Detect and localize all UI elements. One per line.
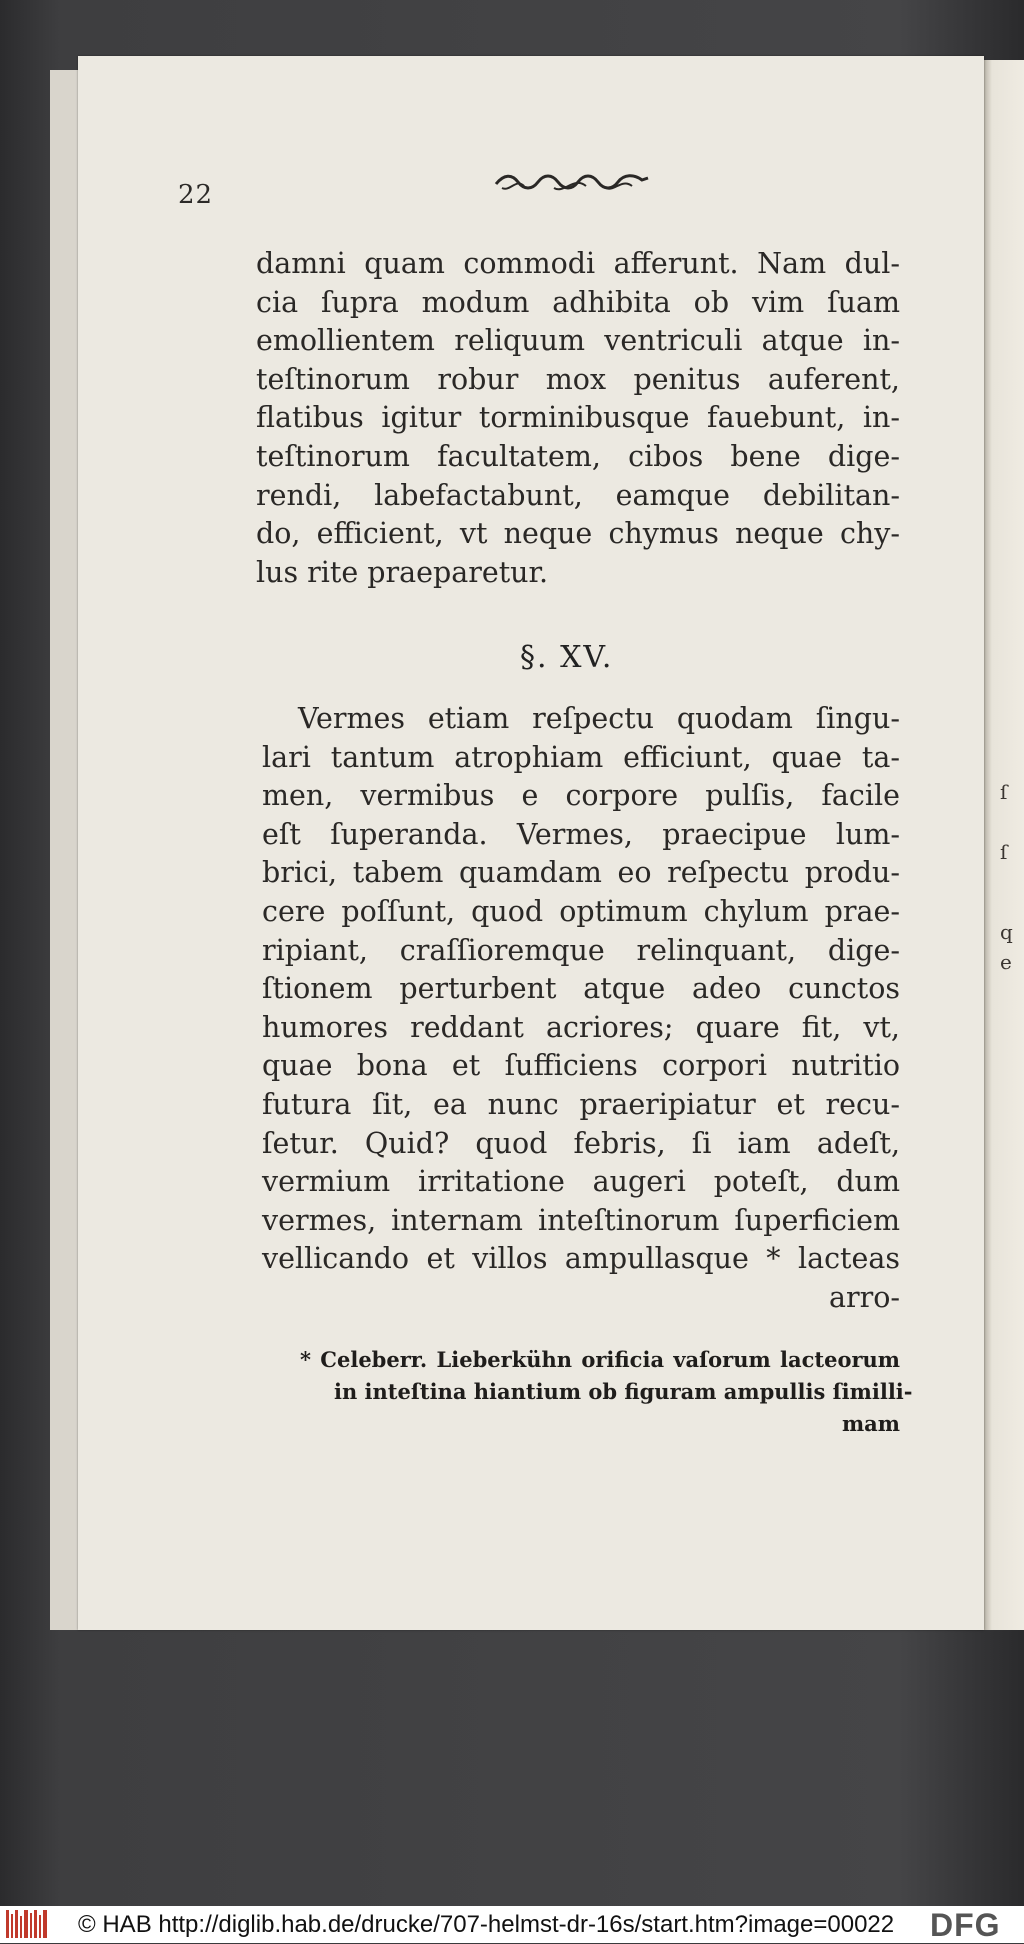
text-line: cere poſſunt, quod optimum chylum prae- [262,894,900,928]
text-line: flatibus igitur torminibusque fauebunt, in- [256,401,900,435]
text-line: teſtinorum facultatem, cibos bene dige- [256,439,900,473]
text-line: lari tantum atrophiam efficiunt, quae ta- [262,740,900,774]
adjacent-page-fragment: ſ [1000,780,1008,804]
text-line: men, vermibus e corpore pulſis, facile [262,779,900,813]
text-line: ripiant, craſſioremque relinquant, dige- [262,933,900,967]
adjacent-page-fragment: q [1000,920,1013,944]
text-line: humores reddant acriores; quare fit, vt, [262,1010,900,1044]
text-line: ſetur. Quid? quod febris, ſi iam adeſt, [262,1126,900,1160]
text-line: vermium irritatione augeri poteſt, dum [262,1165,900,1199]
footnote-line: * Celeberr. Lieberkühn orificia vaſorum lacteorum [300,1347,900,1372]
text-line: rendi, labefactabunt, eamque debilitan- [256,478,900,512]
text-line: teſtinorum robur mox penitus auferent, [256,362,900,396]
text-line: eſt ſuperanda. Vermes, praecipue lum- [262,817,900,851]
section-heading: §. XV. [520,640,614,675]
footer-bar [0,1906,1024,1943]
barcode-icon [6,1910,48,1938]
catchword: arro- [828,1280,900,1314]
adjacent-page-fragment: e [1000,950,1012,974]
printers-ornament [494,172,650,194]
text-line: quae bona et ſufficiens corpori nutritio [262,1049,900,1083]
text-line: do, efficient, vt neque chymus neque chy- [256,517,900,551]
footnote [300,1344,913,1440]
adjacent-page-edge [984,60,1024,1630]
text-line: vellicando et villos ampullasque * lacteas [262,1242,900,1276]
body-text-top [256,245,900,592]
text-line: ſtionem perturbent atque adeo cunctos [262,972,900,1006]
text-line: futura ſit, ea nunc praeripiatur et recu- [262,1087,900,1121]
text-line: lus rite praeparetur. [256,555,549,589]
text-line: vermes, internam inteſtinorum ſuperficiem [262,1203,900,1237]
adjacent-page-fragment: ſ [1000,840,1008,864]
body-text-section [262,700,900,1318]
text-line: damni quam commodi afferunt. Nam dul- [256,247,900,280]
text-line: Vermes etiam reſpectu quodam ſingu- [298,702,900,735]
page-number: 22 [178,180,214,210]
footnote-catchword: mam [841,1411,900,1436]
text-line: brici, tabem quamdam eo reſpectu produ- [262,856,900,890]
text-line: emollientem reliquum ventriculi atque in- [256,324,900,358]
dfg-logo: DFG [930,1907,1001,1943]
text-line: cia ſupra modum adhibita ob vim ſuam [256,285,900,319]
footnote-line: in inteſtina hiantium ob figuram ampullis ſimilli- [334,1379,913,1404]
copyright-url[interactable]: © HAB http://diglib.hab.de/drucke/707-helmst-dr-16s/start.htm?image=00022 [78,1911,895,1938]
